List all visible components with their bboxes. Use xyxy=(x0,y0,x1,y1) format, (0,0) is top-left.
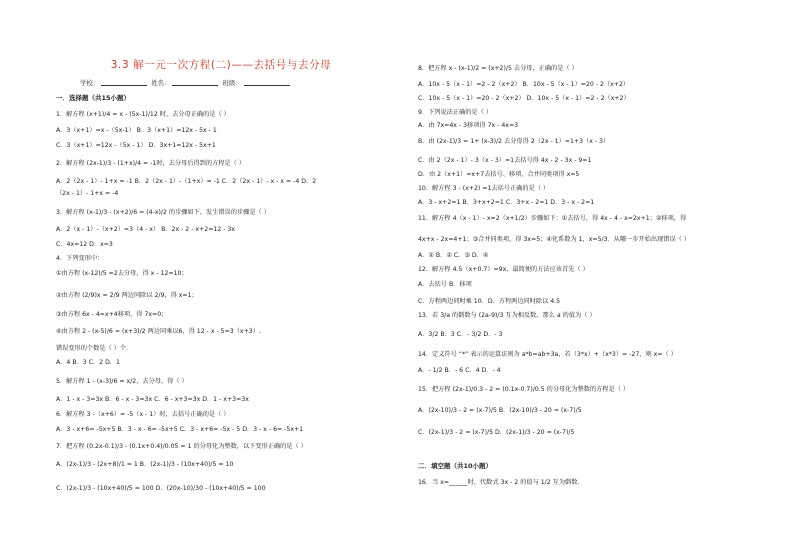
school-label: 学校： xyxy=(80,79,100,87)
question-line: 4x+x - 2x=4+1；③合并同类项，得 3x=5；④化系数为 1，x=5/3．从哪一步开始出现错误（ ） xyxy=(418,236,690,243)
question-line: A．3（x+1）=x -（5x-1） B．3（x+1）=12x - 5x - 1 xyxy=(56,127,217,134)
question-line: A．3 - x+2=1 B．3+x+2=1 C．3+x - 2=1 D．3 - x - 2=1 xyxy=(418,199,595,206)
section-heading: 二．填空题（共10小题） xyxy=(418,462,493,470)
question-line: 12．解方程 4.5（x+0.7）=9x，最简便的方法应该首先（ ） xyxy=(418,266,589,273)
question-line: 11．解方程 4（x - 1）- x=2（x+1/2）步骤如下：①去括号，得 4x - 4 - x=2x+1；②移项，得 xyxy=(418,215,687,222)
question-line: B．由 (2x-1)/3 = 1+ (x-3)/2 去分母得 2（2x - 1）=1+3（x - 3） xyxy=(418,138,610,145)
question-line: C．由 2（2x - 1）- 3（x - 3）=1去括号得 4x - 2 - 3x - 9=1 xyxy=(418,157,592,164)
question-line: 错误变形的个数是（ ）个. xyxy=(56,345,128,352)
question-line: D．由 2（x+1）=x+7去括号、移项、合并同类项得 x=5 xyxy=(418,171,580,178)
question-line: A．① B．② C．③ D．④ xyxy=(418,252,489,259)
question-line: 7．把方程 (0.2x-0.1)/3 - (0.1x+0.4)/0.05 = 1 的分母化为整数，以下变形正确的是（ ） xyxy=(56,443,307,450)
question-line: 6．解方程 3 -（x+6）= -5（x - 1）时，去括号正确的是（ ） xyxy=(56,411,230,418)
question-line: A．(2x-1)/3 - (2x+8)/1 = 1 B．(2x-1)/3 - (10x+40)/5 = 10 xyxy=(56,461,234,468)
question-line: C．(2x-1)/3 - (10x+40)/5 = 100 D．(20x-10)/30 - (10x+40)/5 = 100 xyxy=(56,485,266,492)
name-label: 姓名： xyxy=(151,79,171,87)
student-info-line xyxy=(80,78,292,87)
question-line: 10．解方程 3 - (x+2) =1去括号正确的是（ ） xyxy=(418,185,550,192)
question-line: 14．定义符号 “*” 表示的运算法则为 a*b=ab+3a，若（3*x）+（x*3）= -27，则 x=（ ） xyxy=(418,351,677,358)
question-line: A．3 - x+6= -5x+5 B．3 - x - 6= -5x+5 C．3 - x+6= -5x - 5 D．3 - x - 6= -5x+1 xyxy=(56,426,304,433)
question-line: C．3（x+1）=12x -（5x - 1） D．3x+1=12x - 5x+1 xyxy=(56,142,216,149)
question-line: A．3/2 B．3 C．- 3/2 D．- 3 xyxy=(418,331,503,338)
question-line: A．去括号 B．移项 xyxy=(418,281,472,288)
question-line: ①由方程 (x-12)/5 =2去分母，得 x - 12=10； xyxy=(56,270,188,277)
question-line: C．(2x-1)/3 - 2 = (x-7)/5 D．(2x-1)/3 - 20 = (x-7)/5 xyxy=(418,429,575,436)
question-line: A．由 7x=4x - 3移项得 7x - 4x=3 xyxy=(418,122,519,129)
question-line: 2．解方程 (2x-1)/3 - (1+x)/4 = -1时，去分母后得到的方程是（ ） xyxy=(56,160,245,167)
question-line: 3．解方程 (x-1)/3 - (x+2)/6 = (4-x)/2 的步骤如下，发生错误的步骤是（ ） xyxy=(56,209,270,216)
question-line: （2x - 1）- 1+x = -4 xyxy=(56,190,119,197)
question-line: ④由方程 2 - (x-5)/6 = (x+3)/2 两边同乘以6，得 12 - x - 5=3（x+3）. xyxy=(56,328,261,335)
question-line: 15．把方程 (2x-1)/0.3 - 2 = (0.1x-0.7)/0.5 的分母化为整数的方程是（ ） xyxy=(418,386,630,393)
question-line: C．方程两边同时乘 10．D．方程两边同时除以 4.5 xyxy=(418,298,561,305)
question-line: A．- 1/2 B．- 6 C．4 D．- 4 xyxy=(418,367,501,374)
question-line: A．2（2x - 1）- 1+x = -1 B．2（2x - 1）-（1+x）= -1 C．2（2x - 1）- x - x = -4 D．2 xyxy=(56,178,317,185)
class-blank xyxy=(244,79,290,86)
school-blank xyxy=(101,79,147,86)
question-line: ③由方程 6x - 4=x+4移项，得 7x=0； xyxy=(56,311,168,318)
question-line: 16．当 x=______时，代数式 3x - 2 的值与 1/2 互为倒数. xyxy=(418,479,580,486)
name-blank xyxy=(172,79,218,86)
question-line: 5．解方程 1 - (x-3)/6 = x/2，去分母，得（ ） xyxy=(56,378,188,385)
section-heading: 一．选择题（共15小题） xyxy=(56,94,131,102)
question-line: C．4x=12 D．x=3 xyxy=(56,241,113,248)
question-line: 8．把方程 x - (x-1)/2 = (x+2)/5 去分母，正确的是（ ） xyxy=(418,65,578,72)
question-line: A．10x - 5（x - 1）=2 - 2（x+2） B．10x - 5（x - 1）=20 - 2（x+2） xyxy=(418,81,630,88)
question-line: 4．下列变形中： xyxy=(56,255,104,262)
class-label: 班级： xyxy=(222,79,242,87)
question-line: ②由方程 (2/9)x = 2/9 两边同除以 2/9，得 x=1； xyxy=(56,292,198,299)
page-title: 3.3 解一元一次方程(二)——去括号与去分母 xyxy=(110,59,332,71)
question-line: 13．若 3/a 的倒数与 (2a-9)/3 互为相反数，那么 a 的值为（ ） xyxy=(418,312,596,319)
question-line: A．(2x-10)/3 - 2 = (x-7)/5 B．(2x-10)/3 - 20 = (x-7)/5 xyxy=(418,407,582,414)
question-line: A．2（x - 1）-（x+2）=3（4 - x） B．2x - 2 - x+2=12 - 3x xyxy=(56,226,236,233)
question-line: C．10x - 5（x - 1）=20 - 2（x+2） D．10x - 5（x - 1）=2 - 2（x+2） xyxy=(418,95,630,102)
question-line: 1．解方程 (x+1)/4 = x - (5x-1)/12 时，去分母正确的是（ ） xyxy=(56,111,230,118)
question-line: A．4 B．3 C．2 D．1 xyxy=(56,359,120,366)
question-line: 9．下列说法正确的是（ ） xyxy=(418,109,492,116)
question-line: A．1 - x - 3=3x B．6 - x - 3=3x C．6 - x+3=3x D．1 - x+3=3x xyxy=(56,396,249,403)
